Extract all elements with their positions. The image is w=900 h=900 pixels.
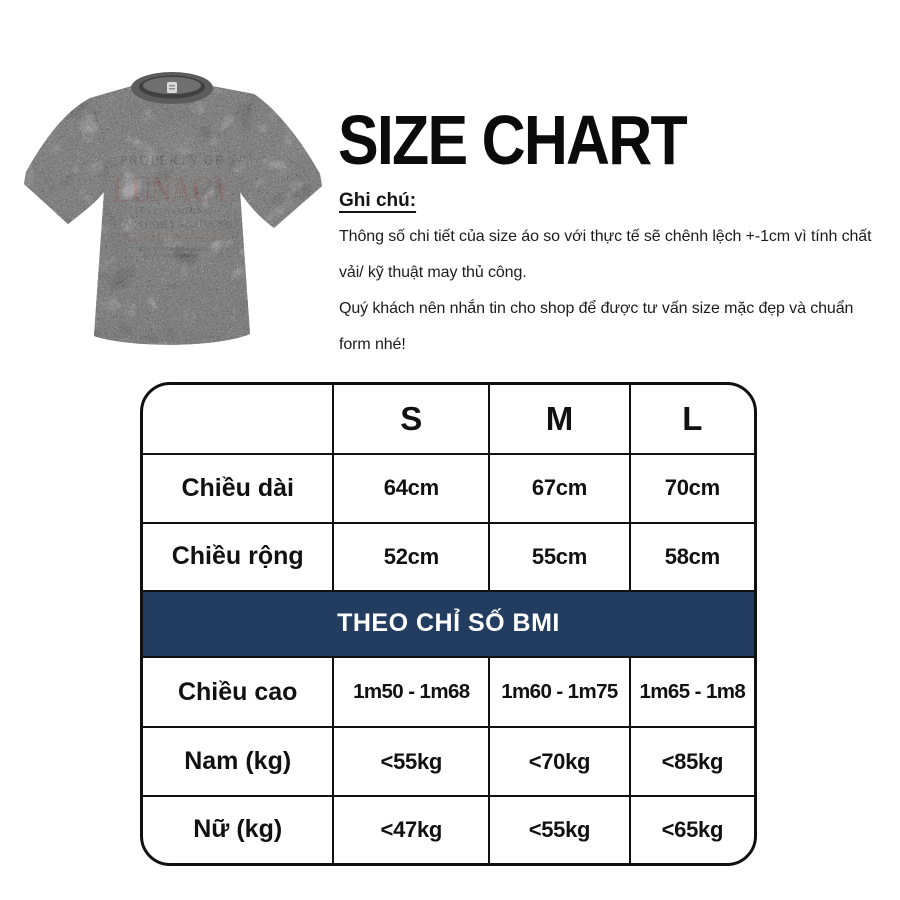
height-m: 1m60 - 1m75 [488,658,629,726]
row-label-length: Chiều dài [143,453,332,521]
note-paragraph [339,219,884,363]
row-label-male: Nam (kg) [143,726,332,794]
bmi-band: THEO CHỈ SỐ BMI [143,590,754,658]
note-line-3: Quý khách nên nhắn tin cho shop để được tư vấn size mặc đẹp và chuẩn [339,300,854,317]
page-title: SIZE CHART [338,101,686,179]
female-m: <55kg [488,795,629,863]
note-line-2: vải/ kỹ thuật may thủ công. [339,264,527,281]
length-l: 70cm [629,453,754,521]
col-header-m: M [488,385,629,453]
male-l: <85kg [629,726,754,794]
row-label-height: Chiều cao [177,677,298,706]
row-label-width: Chiều rộng [143,522,332,590]
length-s: 64cm [332,453,488,521]
width-m: 55cm [488,522,629,590]
length-m: 67cm [488,453,629,521]
tshirt-collar [131,72,213,104]
product-photo [0,38,345,373]
height-l: 1m65 - 1m8 [629,658,754,726]
collar-tag [167,82,177,93]
tshirt-graphic [0,38,345,368]
note-line-4: form nhé! [339,336,406,353]
table-corner-cell [143,385,332,453]
col-header-l: L [629,385,754,453]
row-label-female: Nữ (kg) [143,795,332,863]
note-heading: Ghi chú: [339,190,417,211]
female-l: <65kg [629,795,754,863]
size-table [140,382,757,866]
height-s: 1m50 - 1m68 [332,658,488,726]
male-m: <70kg [488,726,629,794]
width-s: 52cm [332,522,488,590]
male-s: <55kg [332,726,488,794]
note-line-1: Thông số chi tiết của size áo so với thực tế sẽ chênh lệch +-1cm vì tính chất [339,228,872,245]
col-header-s: S [332,385,488,453]
width-l: 58cm [629,522,754,590]
female-s: <47kg [332,795,488,863]
